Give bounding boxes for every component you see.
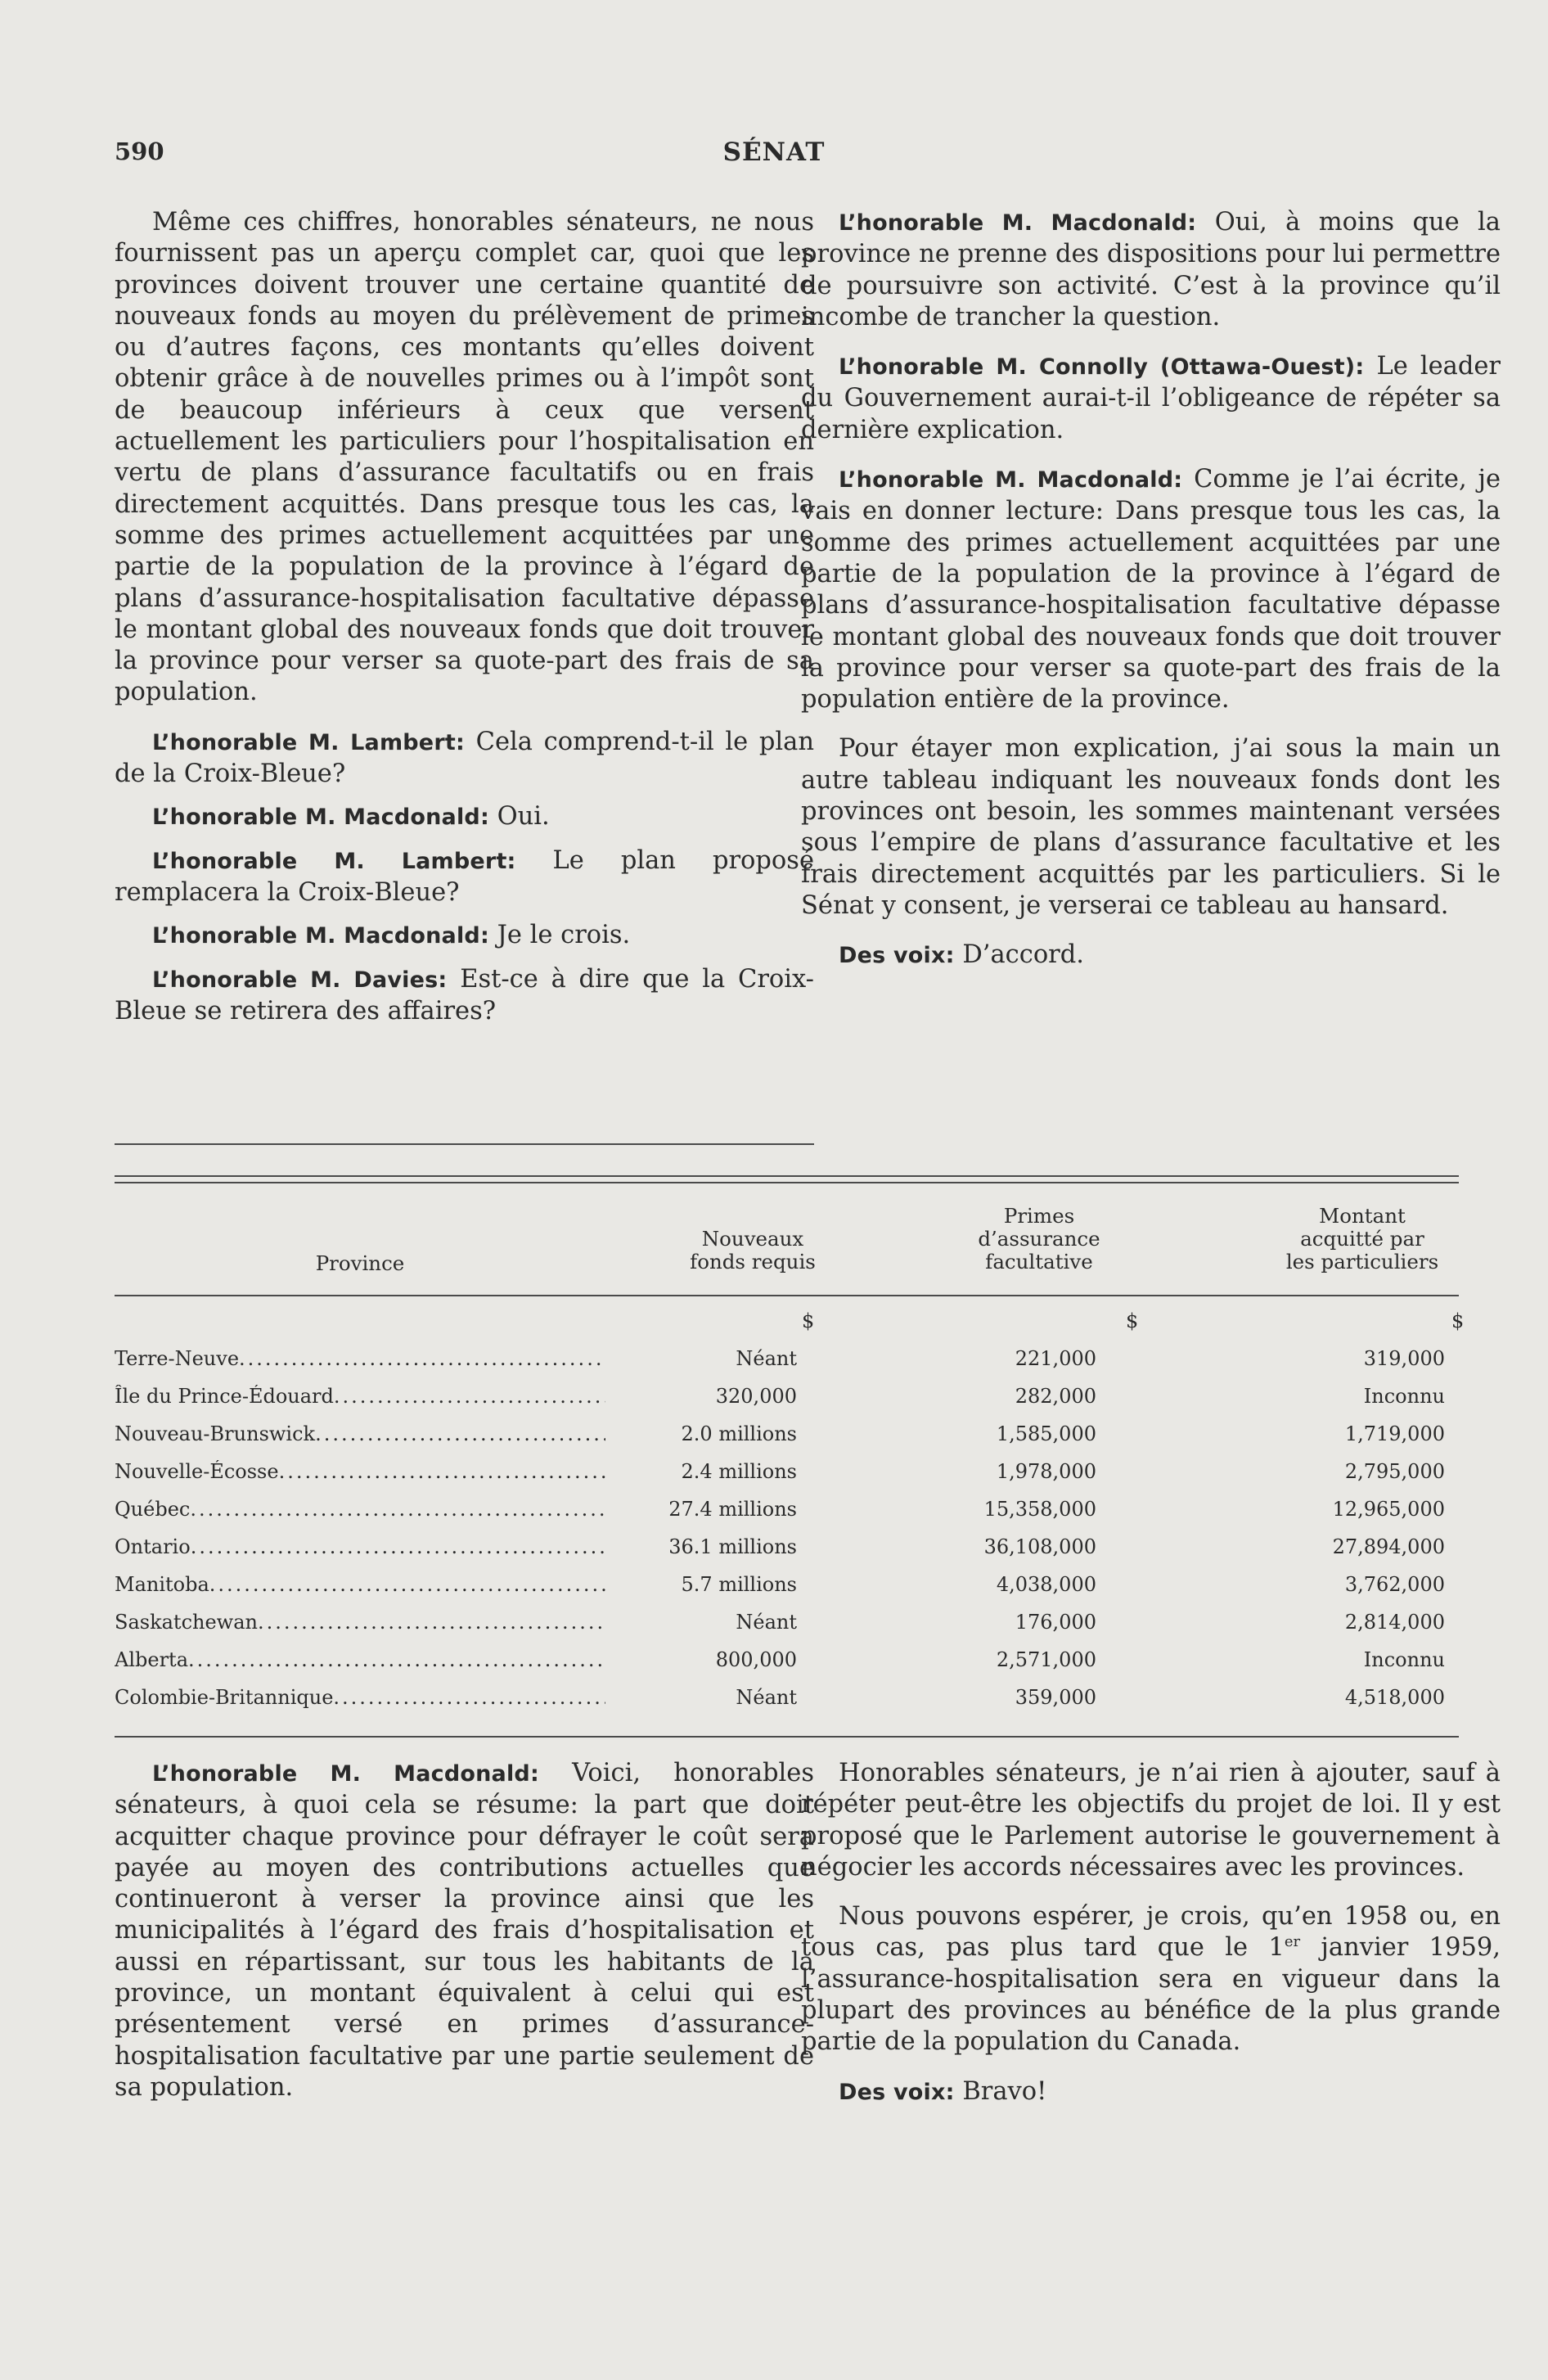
left-column-top (115, 207, 814, 1039)
new-funds: 27.4 millions (605, 1498, 797, 1521)
speech-text: Comme je l’ai écrite, je vais en donner lecture: Dans presque tous les cas, la somme des primes actuellement acquittées par une partie de la population de la province à l’égard de plans d’assurance-hospitalisation facultative dépasse le montant global des nouveaux fonds que doit trouver la province pour verser sa quote-part des frais de la population entière de la province. (801, 465, 1501, 714)
speaker-label: L’honorable M. Lambert: (152, 848, 516, 874)
table-row (115, 1347, 1459, 1383)
speaker-label: L’honorable M. Macdonald: (152, 1761, 539, 1787)
speech-text: Est-ce à dire que la Croix-Bleue se retirera des affaires? (115, 964, 814, 1025)
speaker-label: L’honorable M. Macdonald: (152, 923, 489, 949)
table-row (115, 1535, 1459, 1571)
speaker-label: L’honorable M. Davies: (152, 967, 448, 993)
new-funds: 2.0 millions (605, 1422, 797, 1445)
paid: 3,762,000 (1344, 1573, 1445, 1596)
paragraph: Même ces chiffres, honorables sénateurs, ne nous fournissent pas un aperçu complet car, quoi que les provinces doivent trouver une certaine quantité de nouveaux fonds au moyen du prélèvement de primes ou d’autres façons, ces montants qu’elles doivent obtenir grâce à de nouvelles primes ou à l’impôt sont de beaucoup inférieurs à ceux que versent actuellement les particuliers pour l’hospitalisation en vertu de plans d’assurance facultatifs ou en frais directement acquittés. Dans presque tous les cas, la somme des primes actuellement acquittées par une partie de la population de la province à l’égard de plans d’assurance-hospitalisation facultative dépasse le montant global des nouveaux fonds que doit trouver la province pour verser sa quote-part des frais de sa population. (115, 208, 814, 707)
header-line: Montant (1319, 1204, 1406, 1228)
paid: 2,814,000 (1344, 1611, 1445, 1634)
table-row (115, 1686, 1459, 1722)
province-name: Saskatchewan ..... (115, 1611, 718, 1634)
speaker-label: L’honorable M. Connolly (Ottawa-Ouest): (839, 354, 1365, 381)
premiums: 15,358,000 (983, 1498, 1096, 1521)
unit-col3: $ (1451, 1309, 1465, 1332)
speaker-label: L’honorable M. Lambert: (152, 729, 465, 755)
speech-text: Oui. (488, 802, 550, 832)
premiums: 2,571,000 (996, 1648, 1096, 1671)
header-paid (1260, 1205, 1465, 1273)
paid: 319,000 (1363, 1347, 1445, 1370)
speech (801, 940, 1501, 971)
new-funds: 2.4 millions (605, 1460, 797, 1483)
table-top-rule (115, 1175, 1459, 1177)
units-row (115, 1309, 1465, 1346)
speech (115, 845, 814, 909)
paid: 4,518,000 (1344, 1686, 1445, 1709)
speaker-label: Des voix: (839, 943, 955, 969)
new-funds: Néant (605, 1611, 797, 1634)
table-row (115, 1611, 1459, 1647)
new-funds: Néant (605, 1347, 797, 1370)
table-row (115, 1385, 1459, 1421)
header-line: fonds requis (690, 1250, 816, 1273)
speech-text: Voici, honorables sénateurs, à quoi cela se résume: la part que doit acquitter chaque province pour défrayer le coût sera payée au moyen des contributions actuelles que continueront à verser la province ainsi que les municipalités à l’égard des frais d’hospitalisation et aussi en répartissant, sur tous les habitants de la province, un montant équivalent à celui qui est présentement versé en primes d’assurance-hospitalisation facultative par une partie seulement de sa population. (115, 1759, 814, 2102)
paid: 1,719,000 (1344, 1422, 1445, 1445)
header-rule (115, 1295, 1459, 1296)
speaker-label: L’honorable M. Macdonald: (839, 210, 1197, 236)
speech (115, 1758, 814, 2103)
province-name: Terre-Neuve ..... (115, 1347, 718, 1370)
header-line: Nouveaux (701, 1227, 804, 1251)
right-column-bottom (801, 1758, 1501, 2126)
paid: 2,795,000 (1344, 1460, 1445, 1483)
province-name: Nouvelle-Écosse ..... (115, 1460, 718, 1483)
premiums: 221,000 (1015, 1347, 1096, 1370)
province-name: Ontario ..... (115, 1535, 718, 1558)
province-name: Québec ..... (115, 1498, 718, 1521)
speech-text: Le plan proposé remplacera la Croix-Bleue? (115, 845, 814, 907)
speech-text: Le leader du Gouvernement aurai-t-il l’obligeance de répéter sa dernière explication. (801, 352, 1501, 444)
paragraph (801, 1901, 1501, 2058)
province-name: Manitoba ..... (115, 1573, 718, 1596)
premiums: 1,585,000 (996, 1422, 1096, 1445)
header-new-funds (655, 1228, 851, 1273)
table-row (115, 1498, 1459, 1534)
premiums: 1,978,000 (996, 1460, 1096, 1483)
table-row (115, 1648, 1459, 1684)
table-row (115, 1422, 1459, 1458)
speaker-label: L’honorable M. Macdonald: (152, 805, 489, 831)
left-column-bottom (115, 1758, 814, 2121)
right-column-top (801, 207, 1501, 990)
header-line: Primes (1003, 1204, 1075, 1228)
new-funds: 800,000 (605, 1648, 797, 1671)
new-funds: 5.7 millions (605, 1573, 797, 1596)
speech-text: D’accord. (954, 940, 1084, 970)
ordinal-superscript: er (1284, 1933, 1301, 1951)
premiums: 359,000 (1015, 1686, 1096, 1709)
province-name: Nouveau-Brunswick ..... (115, 1422, 718, 1445)
speaker-label: L’honorable M. Macdonald: (839, 467, 1183, 494)
column-end-rule (115, 1143, 814, 1145)
speech (801, 207, 1501, 333)
paragraph-text: janvier 1959, l’assurance-hospitalisation sera en vigueur dans la plupart des provinces au bénéfice de la plus grande partie de la population du Canada. (801, 1933, 1501, 2057)
paragraph-text: Nous pouvons espérer, je crois, qu’en 1958 ou, en tous cas, pas plus tard que le 1 (801, 1902, 1501, 1963)
header-line: les particuliers (1285, 1250, 1439, 1273)
new-funds: 36.1 millions (605, 1535, 797, 1558)
premiums: 176,000 (1015, 1611, 1096, 1634)
province-name: Île du Prince-Édouard ..... (115, 1385, 718, 1408)
paragraph: Pour étayer mon explication, j’ai sous la main un autre tableau indiquant les nouveaux fonds dont les provinces ont besoin, les sommes maintenant versées sous l’empire de plans d’assurance facultative et les frais directement acquittés par les particuliers. Si le Sénat y consent, je verserai ce tableau au hansard. (801, 734, 1501, 920)
header-line: d’assurance (978, 1227, 1100, 1251)
premiums: 36,108,000 (983, 1535, 1096, 1558)
speech-text: Je le crois. (488, 921, 631, 950)
paid: Inconnu (1363, 1385, 1445, 1408)
speech (115, 727, 814, 791)
unit-col1: $ (802, 1309, 815, 1332)
paid: 12,965,000 (1332, 1498, 1445, 1521)
table-top-rule-2 (115, 1182, 1459, 1183)
new-funds: Néant (605, 1686, 797, 1709)
page-header (0, 137, 1548, 178)
page-number: 590 (115, 137, 164, 165)
unit-col2: $ (1126, 1309, 1139, 1332)
speech-text: Bravo! (954, 2076, 1047, 2106)
speech (801, 351, 1501, 446)
province-name: Colombie-Britannique ..... (115, 1686, 718, 1709)
speech-text: Cela comprend-t-il le plan de la Croix-Bleue? (115, 727, 814, 789)
table-row (115, 1573, 1459, 1609)
speaker-label: Des voix: (839, 2079, 955, 2105)
paid: 27,894,000 (1332, 1535, 1445, 1558)
table-bottom-rule (115, 1736, 1459, 1738)
header-province: Province (315, 1251, 405, 1275)
premiums: 282,000 (1015, 1385, 1096, 1408)
speech-text: Oui, à moins que la province ne prenne des dispositions pour lui permettre de poursuivre son activité. C’est à la province qu’il incombe de trancher la question. (801, 208, 1501, 331)
header-line: acquitté par (1300, 1227, 1424, 1251)
paid: Inconnu (1363, 1648, 1445, 1671)
speech (115, 964, 814, 1028)
table-row (115, 1460, 1459, 1496)
speech (115, 801, 814, 833)
new-funds: 320,000 (605, 1385, 797, 1408)
running-title: SÉNAT (722, 137, 826, 167)
header-premiums (933, 1205, 1145, 1273)
premiums: 4,038,000 (996, 1573, 1096, 1596)
speech (801, 2076, 1501, 2108)
province-name: Alberta ..... (115, 1648, 718, 1671)
speech (115, 920, 814, 952)
speech (801, 464, 1501, 715)
header-line: facultative (985, 1250, 1093, 1273)
paragraph: Honorables sénateurs, je n’ai rien à ajouter, sauf à répéter peut-être les objectifs du projet de loi. Il y est proposé que le Parlement autorise le gouvernement à négocier les accords nécessaires avec les provinces. (801, 1759, 1501, 1882)
